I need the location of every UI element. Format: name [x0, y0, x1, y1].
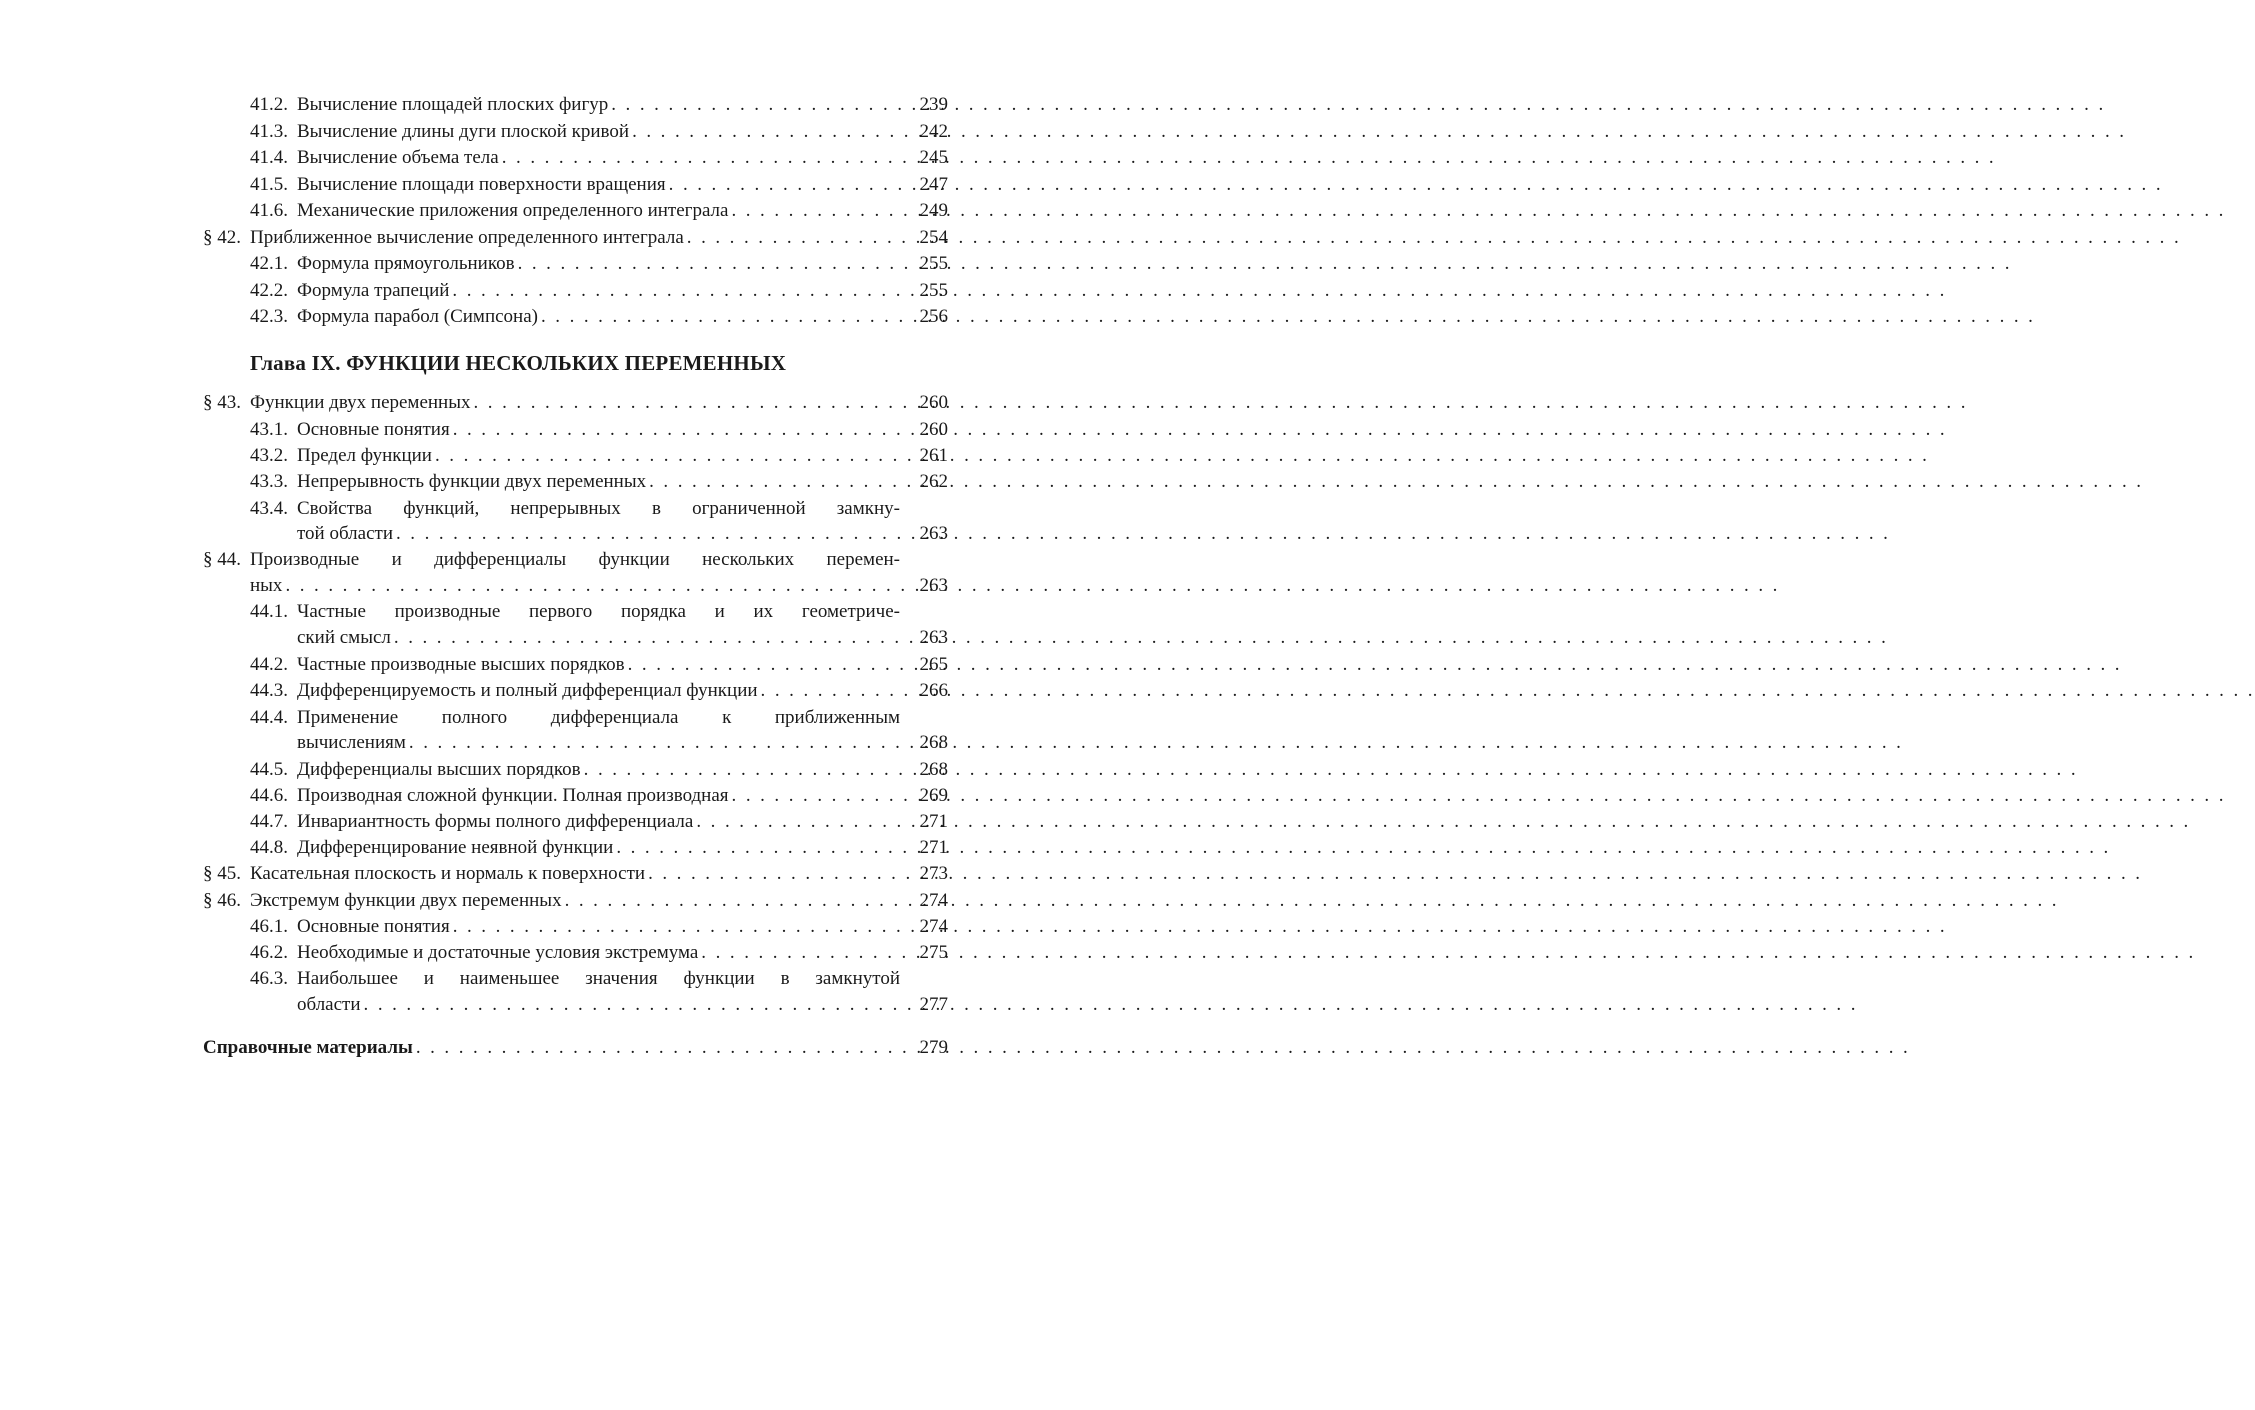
page-number: 266: [919, 680, 948, 701]
dot-leader: [474, 391, 895, 415]
toc-entry-continuation: [0, 522, 1000, 546]
toc-entry: [0, 758, 1000, 782]
dot-leader: [502, 146, 894, 170]
toc-entry: [0, 146, 1000, 170]
toc-entry: [0, 173, 1000, 197]
entry-title: Дифференцирование неявной функции: [297, 837, 614, 858]
page-number: 255: [919, 280, 948, 301]
dot-leader: [616, 836, 894, 860]
page-number: 271: [919, 837, 948, 858]
entry-title: Механические приложения определенного интеграла: [297, 200, 729, 221]
dot-leader: [364, 993, 894, 1017]
entry-number: 46.2.: [250, 942, 288, 963]
entry-title: Формула парабол (Симпсона): [297, 306, 538, 327]
entry-title-line2: ский смысл: [297, 627, 391, 648]
entry-title-line2: той области: [297, 523, 393, 544]
dot-leader: [435, 444, 894, 468]
dot-leader: [541, 305, 894, 329]
dot-leader: [669, 173, 894, 197]
dot-leader: [409, 731, 894, 755]
toc-entry: [0, 93, 1000, 117]
entry-title: Формула прямоугольников: [297, 253, 515, 274]
page-number: 260: [919, 419, 948, 440]
entry-number: 44.5.: [250, 759, 288, 780]
entry-title: Вычисление площади поверхности вращения: [297, 174, 666, 195]
entry-title: Производная сложной функции. Полная производная: [297, 785, 729, 806]
entry-title: Основные понятия: [297, 419, 450, 440]
dot-leader: [696, 810, 894, 834]
entry-title: Непрерывность функции двух переменных: [297, 471, 647, 492]
toc-entry: [0, 836, 1000, 860]
dot-leader: [518, 252, 894, 276]
toc-entry: [0, 199, 1000, 223]
entry-title: Инвариантность формы полного дифференциала: [297, 811, 694, 832]
page-number: 242: [919, 121, 948, 142]
section-number: § 45.: [203, 863, 241, 884]
dot-leader: [632, 120, 894, 144]
section-number: § 43.: [203, 392, 241, 413]
toc-entry-continuation: [0, 574, 1000, 598]
entry-title: Вычисление площадей плоских фигур: [297, 94, 609, 115]
table-of-contents: [0, 0, 1000, 1410]
toc-section: [0, 862, 1000, 886]
toc-entry: [0, 305, 1000, 329]
chapter-heading: Глава IX. ФУНКЦИИ НЕСКОЛЬКИХ ПЕРЕМЕННЫХ: [250, 351, 787, 375]
page-number: 255: [919, 253, 948, 274]
entry-title: Вычисление объема тела: [297, 147, 499, 168]
toc-entry: [0, 497, 1000, 521]
entry-number: 41.3.: [250, 121, 288, 142]
toc-entry: [0, 252, 1000, 276]
page-number: 263: [919, 627, 948, 648]
dot-leader: [648, 862, 894, 886]
toc-entry: [0, 418, 1000, 442]
dot-leader: [701, 941, 894, 965]
dot-leader: [732, 784, 894, 808]
entry-title: Дифференциалы высших порядков: [297, 759, 581, 780]
section-number: § 46.: [203, 890, 241, 911]
toc-entry: [0, 967, 1000, 991]
entry-number: 46.3.: [250, 968, 288, 989]
page-number: 263: [919, 575, 948, 596]
entry-number: 44.7.: [250, 811, 288, 832]
toc-entry: [0, 810, 1000, 834]
entry-number: 41.4.: [250, 147, 288, 168]
toc-entry: [0, 679, 1000, 703]
dot-leader: [453, 915, 894, 939]
entry-title: Основные понятия: [297, 916, 450, 937]
dot-leader: [731, 199, 894, 223]
entry-title-line1: Применение полного дифференциала к приближенным: [297, 707, 900, 728]
toc-entry-continuation: [0, 731, 1000, 755]
entry-title: Дифференцируемость и полный дифференциал функции: [297, 680, 758, 701]
page-number: 265: [919, 654, 948, 675]
entry-title-line1: Производные и дифференциалы функции нескольких перемен-: [250, 549, 900, 570]
entry-title: Вычисление длины дуги плоской кривой: [297, 121, 630, 142]
dot-leader: [628, 653, 894, 677]
section-number: § 44.: [203, 549, 241, 570]
entry-title: Необходимые и достаточные условия экстремума: [297, 942, 699, 963]
entry-number: 42.2.: [250, 280, 288, 301]
dot-leader: [649, 470, 894, 494]
toc-entry: [0, 941, 1000, 965]
entry-title-line2: вычислениям: [297, 732, 406, 753]
entry-number: 41.2.: [250, 94, 288, 115]
entry-number: 44.4.: [250, 707, 288, 728]
page-number: 260: [919, 392, 948, 413]
entry-number: 42.1.: [250, 253, 288, 274]
dot-leader: [761, 679, 894, 703]
page-number: 279: [919, 1037, 948, 1058]
dot-leader: [285, 574, 894, 598]
page-number: 256: [919, 306, 948, 327]
page-number: 273: [919, 863, 948, 884]
entry-title: Формула трапеций: [297, 280, 450, 301]
entry-number: 44.1.: [250, 601, 288, 622]
toc-section: [0, 226, 1000, 250]
entry-number: 46.1.: [250, 916, 288, 937]
toc-entry: [0, 444, 1000, 468]
entry-title-line1: Частные производные первого порядка и их геометриче-: [297, 601, 900, 622]
dot-leader: [565, 889, 894, 913]
dot-leader: [452, 279, 894, 303]
toc-entry: [0, 784, 1000, 808]
page-number: 274: [919, 890, 948, 911]
dot-leader: [687, 226, 894, 250]
page-number: 254: [919, 227, 948, 248]
entry-title-line1: Свойства функций, непрерывных в ограниченной замкну-: [297, 498, 900, 519]
dot-leader: [584, 758, 894, 782]
toc-appendix: [0, 1036, 1000, 1060]
entry-number: 41.5.: [250, 174, 288, 195]
entry-number: 43.4.: [250, 498, 288, 519]
entry-number: 44.6.: [250, 785, 288, 806]
page-number: 263: [919, 523, 948, 544]
toc-entry: [0, 600, 1000, 624]
toc-entry: [0, 120, 1000, 144]
toc-entry: [0, 470, 1000, 494]
toc-section: [0, 889, 1000, 913]
page-number: 271: [919, 811, 948, 832]
entry-title: Приближенное вычисление определенного интеграла: [250, 227, 684, 248]
page-number: 261: [919, 445, 948, 466]
entry-title-line2: области: [297, 994, 361, 1015]
dot-leader: [611, 93, 894, 117]
section-number: § 42.: [203, 227, 241, 248]
entry-number: 43.1.: [250, 419, 288, 440]
dot-leader: [453, 418, 894, 442]
page-number: 275: [919, 942, 948, 963]
entry-title: Частные производные высших порядков: [297, 654, 625, 675]
toc-entry: [0, 915, 1000, 939]
appendix-title: Справочные материалы: [203, 1037, 413, 1058]
entry-title: Касательная плоскость и нормаль к поверхности: [250, 863, 646, 884]
page-number: 247: [919, 174, 948, 195]
dot-leader: [396, 522, 894, 546]
page-number: 277: [919, 994, 948, 1015]
toc-section: [0, 391, 1000, 415]
entry-number: 41.6.: [250, 200, 288, 221]
toc-section: [0, 548, 1000, 572]
page-number: 274: [919, 916, 948, 937]
toc-entry: [0, 279, 1000, 303]
entry-title-line1: Наибольшее и наименьшее значения функции в замкнутой: [297, 968, 900, 989]
page-number: 262: [919, 471, 948, 492]
page-number: 268: [919, 759, 948, 780]
entry-title: Экстремум функции двух переменных: [250, 890, 562, 911]
dot-leader: [394, 626, 894, 650]
page-number: 239: [919, 94, 948, 115]
toc-entry: [0, 706, 1000, 730]
entry-number: 44.8.: [250, 837, 288, 858]
dot-leader: [416, 1036, 894, 1060]
entry-number: 42.3.: [250, 306, 288, 327]
entry-number: 43.3.: [250, 471, 288, 492]
toc-entry-continuation: [0, 993, 1000, 1017]
toc-entry: [0, 653, 1000, 677]
entry-title: Предел функции: [297, 445, 432, 466]
entry-number: 43.2.: [250, 445, 288, 466]
page-number: 269: [919, 785, 948, 806]
page-number: 245: [919, 147, 948, 168]
toc-entry-continuation: [0, 626, 1000, 650]
entry-title: Функции двух переменных: [250, 392, 471, 413]
page-number: 249: [919, 200, 948, 221]
page-number: 268: [919, 732, 948, 753]
entry-title-line2: ных: [250, 575, 283, 596]
entry-number: 44.3.: [250, 680, 288, 701]
entry-number: 44.2.: [250, 654, 288, 675]
